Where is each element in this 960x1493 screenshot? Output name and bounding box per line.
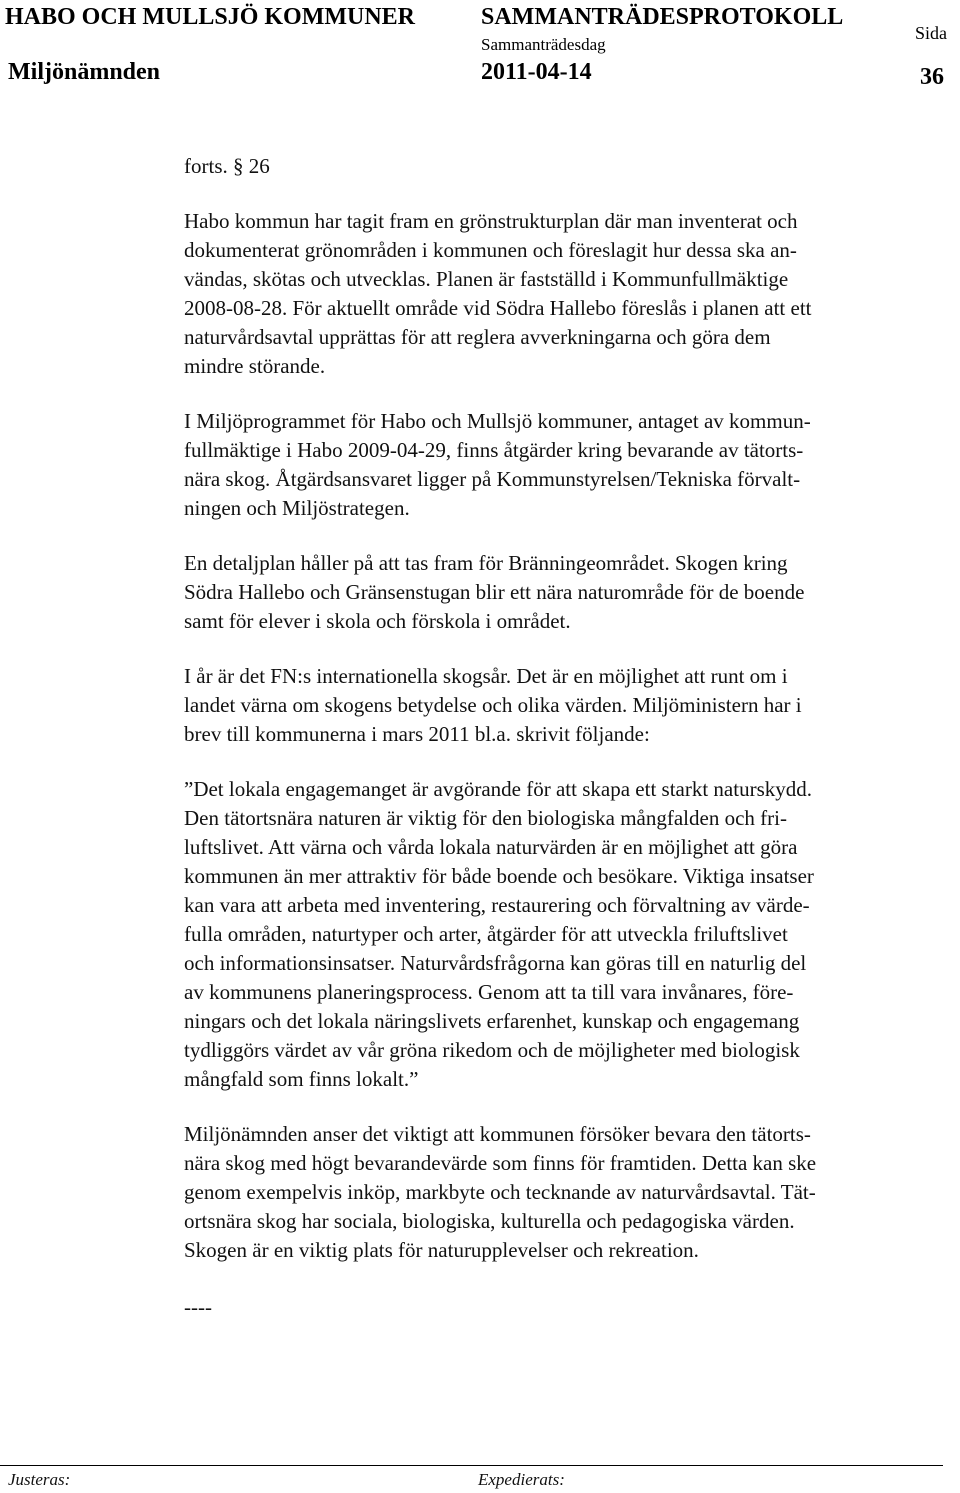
paragraph <box>184 549 960 636</box>
paragraph-line: kan vara att arbeta med inventering, restaurering och förvaltning av värde- <box>184 893 810 917</box>
paragraph-line: ortsnära skog har sociala, biologiska, kulturella och pedagogiska värden. <box>184 1209 795 1233</box>
section-heading: forts. § 26 <box>184 154 270 178</box>
paragraph-gap <box>184 381 960 407</box>
paragraph-line: fullmäktige i Habo 2009-04-29, finns åtgärder kring bevarande av tätorts- <box>184 438 804 462</box>
paragraph <box>184 662 960 749</box>
paragraph-line: samt för elever i skola och förskola i området. <box>184 609 571 633</box>
paragraph <box>184 775 960 1094</box>
committee-name: Miljönämnden <box>8 59 161 85</box>
justeras-label: Justeras: <box>8 1470 71 1489</box>
paragraph-line: av kommunens planeringsprocess. Genom att ta till vara invånares, före- <box>184 980 794 1004</box>
page-label: Sida <box>915 23 948 43</box>
paragraph-line: Södra Hallebo och Gränsenstugan blir ett nära naturområde för de boende <box>184 580 805 604</box>
paragraph-line: I Miljöprogrammet för Habo och Mullsjö kommuner, antaget av kommun- <box>184 409 811 433</box>
paragraph-line: Miljönämnden anser det viktigt att kommunen försöker bevara den tätorts- <box>184 1122 811 1146</box>
municipality-name: HABO OCH MULLSJÖ KOMMUNER <box>5 4 416 30</box>
paragraph-gap <box>184 749 960 775</box>
page-number: 36 <box>920 64 944 90</box>
paragraph-gap <box>184 523 960 549</box>
paragraph-line: En detaljplan håller på att tas fram för Bränningeområdet. Skogen kring <box>184 551 788 575</box>
paragraph-line: brev till kommunerna i mars 2011 bl.a. skrivit följande: <box>184 722 650 746</box>
meeting-date-label: Sammanträdesdag <box>481 35 606 54</box>
paragraph <box>184 407 960 523</box>
paragraph-line: nära skog. Åtgärdsansvaret ligger på Kommunstyrelsen/Tekniska förvalt- <box>184 467 801 491</box>
paragraph-line: mångfald som finns lokalt.” <box>184 1067 419 1091</box>
paragraph-line: I år är det FN:s internationella skogsår. Det är en möjlighet att runt om i <box>184 664 788 688</box>
meeting-date: 2011-04-14 <box>481 59 592 85</box>
paragraph-line: naturvårdsavtal upprättas för att reglera avverkningarna och göra dem <box>184 325 771 349</box>
paragraph-line: ”Det lokala engagemanget är avgörande för att skapa ett starkt naturskydd. <box>184 777 813 801</box>
paragraph-line: luftslivet. Att värna och vårda lokala naturvärden är en möjlighet att göra <box>184 835 798 859</box>
paragraph <box>184 207 960 381</box>
paragraph-line: ningars och det lokala näringslivets erfarenhet, kunskap och engagemang <box>184 1009 800 1033</box>
paragraph <box>184 1120 960 1265</box>
paragraph-line: fulla områden, naturtyper och arter, åtgärder för att utveckla friluftslivet <box>184 922 788 946</box>
paragraph-line: landet värna om skogens betydelse och olika värden. Miljöministern har i <box>184 693 802 717</box>
paragraph-line: kommunen än mer attraktiv för både boende och besökare. Viktiga insatser <box>184 864 814 888</box>
paragraph-line: ningen och Miljöstrategen. <box>184 496 410 520</box>
document-type: SAMMANTRÄDESPROTOKOLL <box>481 4 844 30</box>
expedierats-label: Expedierats: <box>478 1470 565 1489</box>
paragraph-list <box>184 207 960 1265</box>
paragraph-line: Den tätortsnära naturen är viktig för den biologiska mångfalden och fri- <box>184 806 787 830</box>
paragraph-line: nära skog med högt bevarandevärde som finns för framtiden. Detta kan ske <box>184 1151 817 1175</box>
end-marker: ---- <box>184 1295 212 1319</box>
paragraph-line: Habo kommun har tagit fram en grönstrukturplan där man inventerat och <box>184 209 798 233</box>
paragraph-line: Skogen är en viktig plats för naturupplevelser och rekreation. <box>184 1238 699 1262</box>
paragraph-gap <box>184 636 960 662</box>
paragraph-line: tydliggörs värdet av vår gröna rikedom och de möjligheter med biologisk <box>184 1038 800 1062</box>
paragraph-line: dokumenterat grönområden i kommunen och föreslagit hur dessa ska an- <box>184 238 797 262</box>
paragraph-line: genom exempelvis inköp, markbyte och tecknande av naturvårdsavtal. Tät- <box>184 1180 816 1204</box>
paragraph-line: och informationsinsatser. Naturvårdsfrågorna kan göras till en naturlig del <box>184 951 807 975</box>
footer-rule <box>0 1465 943 1466</box>
paragraph-line: 2008-08-28. För aktuellt område vid Södra Hallebo föreslås i planen att ett <box>184 296 812 320</box>
paragraph-line: mindre störande. <box>184 354 326 378</box>
document-body <box>184 152 960 1322</box>
paragraph-gap <box>184 1094 960 1120</box>
paragraph-line: vändas, skötas och utvecklas. Planen är fastställd i Kommunfullmäktige <box>184 267 789 291</box>
